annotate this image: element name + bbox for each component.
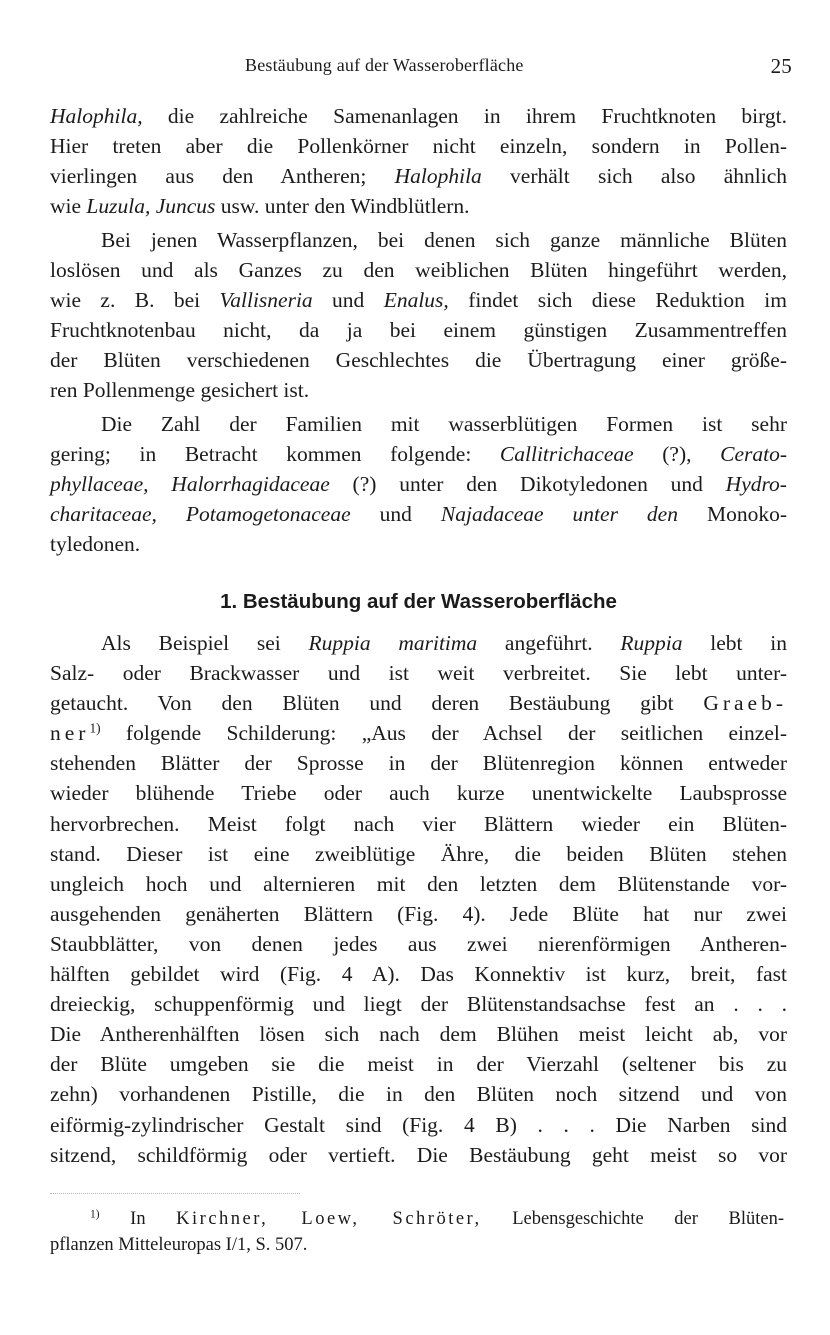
taxon-name: Callitrichaceae: [499, 442, 634, 467]
text-run: folgende Schilderung: „Aus der Achsel der seitlichen einzel-: [100, 721, 787, 746]
paragraph-1: [50, 101, 787, 221]
section-paragraph: [50, 628, 787, 1170]
text-run: wie: [50, 194, 87, 219]
text-line: der Blüten verschiedenen Geschlechtes die Übertragung einer größe-: [50, 348, 787, 373]
taxon-name: Vallisneria: [219, 288, 313, 313]
text-line: hälften gebildet wird (Fig. 4 A). Das Konnektiv ist kurz, breit, fast: [50, 962, 787, 987]
text-line: ausgehenden genäherten Blättern (Fig. 4). Jede Blüte hat nur zwei: [50, 901, 787, 926]
text-line: [50, 191, 787, 221]
text-line: [50, 499, 787, 529]
text-line: [50, 628, 787, 658]
text-line: [50, 161, 787, 191]
text-run: vierlingen aus den Antheren;: [50, 164, 395, 189]
text-line: [50, 101, 787, 131]
text-line: sitzend, schildförmig oder vertieft. Die Bestäubung geht meist so vor: [50, 1142, 787, 1167]
taxon-name: phyllaceae, Halorrhagidaceae: [50, 472, 330, 497]
text-line: [50, 1206, 784, 1232]
text-line: ren Pollenmenge gesichert ist.: [50, 378, 310, 403]
text-line: [50, 718, 787, 748]
text-line: dreieckig, schuppenförmig und liegt der Blütenstandsachse fest an . . .: [50, 992, 787, 1017]
taxon-name: Enalus,: [383, 288, 449, 313]
paragraph-2: [50, 225, 787, 406]
text-line: [50, 469, 787, 499]
text-line: ungleich hoch und alternieren mit den letzten dem Blütenstande vor-: [50, 871, 787, 896]
text-run: und: [312, 288, 384, 313]
text-run: Lebensgeschichte der Blüten-: [481, 1209, 785, 1229]
text-line: [50, 439, 787, 469]
text-line: Hier treten aber die Pollenkörner nicht einzeln, sondern in Pollen-: [50, 134, 787, 159]
text-run: findet sich diese Reduktion im: [448, 288, 787, 313]
page-number: 25: [770, 54, 792, 78]
text-line: [50, 688, 787, 718]
text-line: loslösen und als Ganzes zu den weiblichen Blüten hingeführt werden,: [50, 258, 787, 283]
footnote: [50, 1206, 784, 1258]
taxon-name: charitaceae, Potamogetonaceae: [50, 502, 351, 527]
text-line: Die Zahl der Familien mit wasserblütigen Formen ist sehr: [101, 412, 787, 436]
text-run: (?) unter den Dikotyledonen und: [329, 472, 726, 497]
text-run: Monoko-: [677, 502, 788, 527]
text-run: getaucht. Von den Blüten und deren Bestäubung gibt: [50, 691, 704, 716]
taxon-name: Ruppia maritima: [308, 631, 478, 655]
text-line: Bei jenen Wasserpflanzen, bei denen sich ganze männliche Blüten: [101, 228, 787, 252]
author-name: ner: [50, 721, 90, 746]
text-line: Salz- oder Brackwasser und ist weit verbreitet. Sie lebt unter-: [50, 661, 787, 686]
text-run: angeführt.: [477, 631, 621, 655]
text-line: pflanzen Mitteleuropas I/1, S. 507.: [50, 1235, 308, 1255]
text-run: und: [350, 502, 441, 527]
running-title: Bestäubung auf der Wasseroberfläche: [245, 55, 524, 75]
text-run: (?),: [633, 442, 721, 467]
taxon-name: Cerato-: [720, 442, 787, 467]
taxon-name: Halophila,: [50, 104, 143, 128]
author-name: Graeb-: [703, 691, 787, 716]
text-line: stehenden Blätter der Sprosse in der Blütenregion können entweder: [50, 751, 787, 776]
taxon-name: Luzula, Juncus: [86, 194, 216, 219]
text-run: usw. unter den Windblütlern.: [215, 194, 470, 219]
text-line: stand. Dieser ist eine zweiblütige Ähre, die beiden Blüten stehen: [50, 841, 787, 866]
text-line: Staubblätter, von denen jedes aus zwei nierenförmigen Antheren-: [50, 931, 787, 956]
text-line: hervorbrechen. Meist folgt nach vier Blättern wieder ein Blüten-: [50, 811, 787, 836]
taxon-name: Hydro-: [725, 472, 787, 497]
author-names: Kirchner, Loew, Schröter,: [176, 1209, 482, 1229]
text-line: Die Antherenhälften lösen sich nach dem Blühen meist leicht ab, vor: [50, 1022, 787, 1047]
text-run: Als Beispiel sei: [101, 631, 309, 655]
text-line: der Blüte umgeben sie die meist in der Vierzahl (seltener bis zu: [50, 1052, 787, 1077]
text-line: [50, 285, 787, 315]
text-line: tyledonen.: [50, 532, 141, 557]
taxon-name: Najadaceae unter den: [440, 502, 678, 527]
text-line: wieder blühende Triebe oder auch kurze unentwickelte Laubsprosse: [50, 781, 787, 806]
footnote-ref[interactable]: 1): [89, 720, 101, 736]
text-run: die zahlreiche Samenanlagen in ihrem Fruchtknoten birgt.: [142, 104, 787, 128]
text-run: In: [99, 1209, 177, 1229]
footnote-marker: 1): [90, 1208, 100, 1221]
text-run: lebt in: [682, 631, 787, 655]
text-run: verhält sich also ähnlich: [481, 164, 787, 189]
paragraph-3: [50, 409, 787, 559]
taxon-name: Halophila: [394, 164, 482, 189]
text-line: eiförmig-zylindrischer Gestalt sind (Fig. 4 B) . . . Die Narben sind: [50, 1112, 787, 1137]
section-heading: 1. Bestäubung auf der Wasseroberfläche: [220, 590, 617, 613]
text-run: gering; in Betracht kommen folgende:: [50, 442, 500, 467]
taxon-name: Ruppia: [620, 631, 683, 655]
text-line: Fruchtknotenbau nicht, da ja bei einem günstigen Zusammentreffen: [50, 318, 787, 343]
footnote-divider: [50, 1193, 300, 1194]
text-line: zehn) vorhandenen Pistille, die in den Blüten noch sitzend und von: [50, 1082, 787, 1107]
text-run: wie z. B. bei: [50, 288, 220, 313]
